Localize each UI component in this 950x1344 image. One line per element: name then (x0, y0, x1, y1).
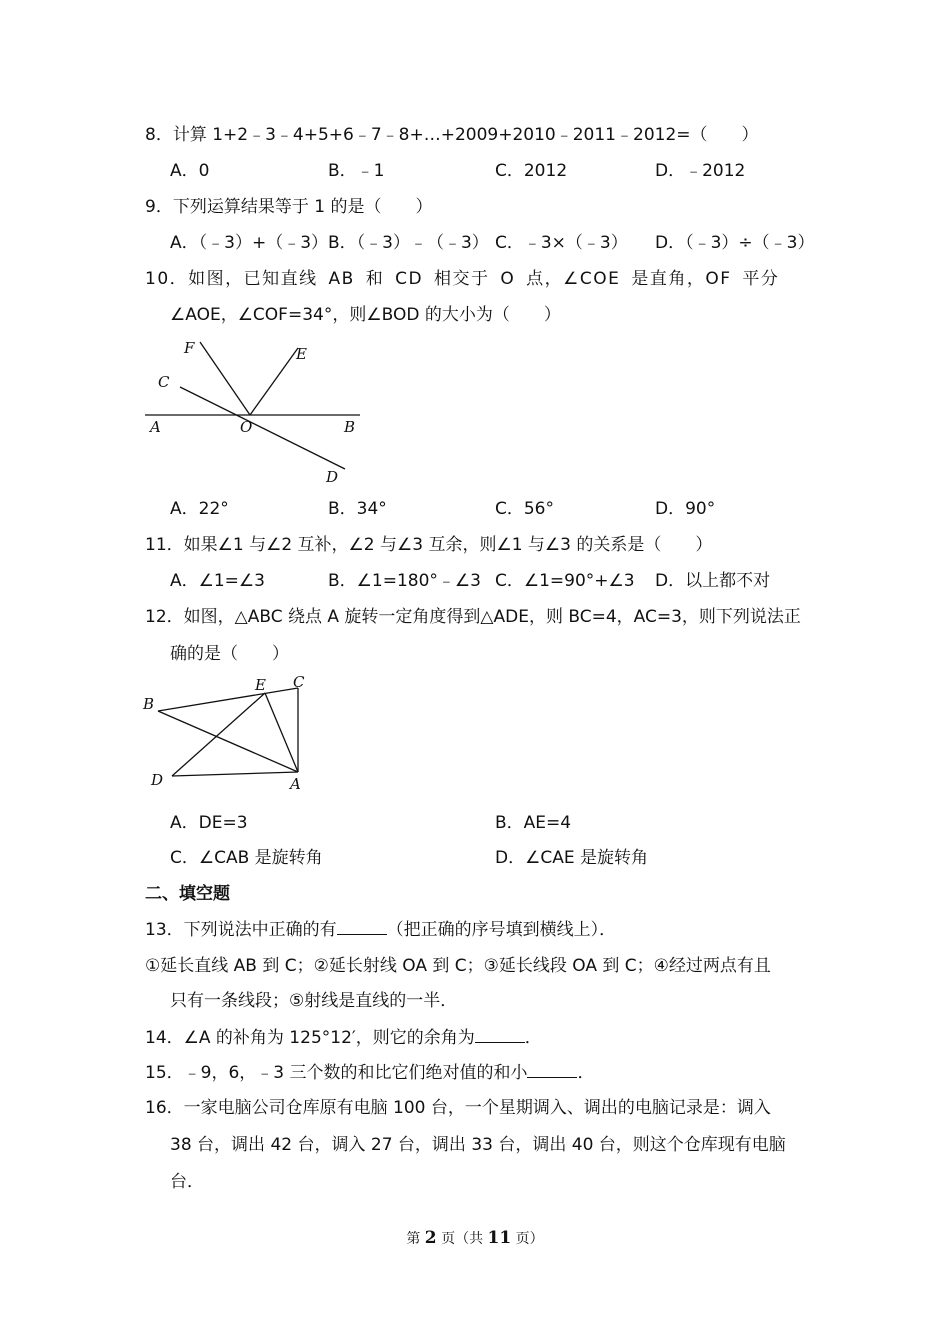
section-fill-in-blank-title: 二、填空题 (145, 884, 230, 904)
page-footer (0, 1228, 950, 1248)
q12-option-a: A．DE=3 (170, 813, 248, 833)
q11-option-c: C．∠1=90°+∠3 (495, 571, 635, 591)
q12-label-d: D (151, 771, 164, 789)
q8-option-a: A．0 (170, 161, 210, 181)
q13-stem-post: （把正确的序号填到横线上）． (386, 920, 617, 940)
q10-option-a: A．22° (170, 499, 229, 519)
q15-answer-blank[interactable] (527, 1061, 577, 1078)
q10-label-c: C (158, 373, 170, 391)
footer-post: 页） (511, 1231, 544, 1247)
q13-stem-line1 (145, 918, 616, 941)
q10-option-b: B．34° (328, 499, 387, 519)
q8-stem: 8．计算 1+2﹣3﹣4+5+6﹣7﹣8+…+2009+2010﹣2011﹣2012=（ ） (145, 125, 759, 145)
q15-stem-post: ． (577, 1063, 595, 1083)
q13-statements-line2: 只有一条线段；⑤射线是直线的一半． (170, 991, 458, 1011)
q10-option-c: C．56° (495, 499, 555, 519)
footer-page-number: 2 (424, 1228, 437, 1248)
q15-stem (145, 1061, 594, 1084)
q15-stem-pre: 15．﹣9，6，﹣3 三个数的和比它们绝对值的和小 (145, 1063, 528, 1083)
q16-stem-line3: 台． (170, 1172, 204, 1192)
q11-option-d: D．以上都不对 (655, 571, 771, 591)
q10-label-o: O (240, 418, 253, 436)
q11-option-b: B．∠1=180°﹣∠3 (328, 571, 481, 591)
q12-option-b: B．AE=4 (495, 813, 572, 833)
q13-answer-blank[interactable] (337, 918, 387, 935)
q14-stem (145, 1026, 542, 1049)
q12-label-b: B (143, 695, 155, 713)
footer-mid: 页（共 (436, 1231, 488, 1247)
q13-statements-line: ①延长直线 AB 到 C；②延长射线 OA 到 C；③延长线段 OA 到 C；④经过两点有且 (145, 956, 771, 976)
q9-option-b: B．（﹣3）﹣（﹣3） (328, 233, 489, 253)
q10-stem-line1: 10．如图，已知直线 AB 和 CD 相交于 O 点，∠COE 是直角，OF 平分 (145, 269, 780, 289)
q10-label-a: A (150, 418, 161, 436)
q14-answer-blank[interactable] (475, 1026, 525, 1043)
q12-label-c: C (293, 673, 305, 691)
q9-option-a: A．（﹣3）+（﹣3） (170, 233, 329, 253)
q9-stem: 9．下列运算结果等于 1 的是（ ） (145, 197, 433, 217)
q10-figure (140, 335, 370, 490)
q13-stem-pre: 13．下列说法中正确的有 (145, 920, 337, 940)
q9-option-d: D．（﹣3）÷（﹣3） (655, 233, 815, 253)
q11-option-a: A．∠1=∠3 (170, 571, 265, 591)
q11-stem: 11．如果∠1 与∠2 互补，∠2 与∠3 互余，则∠1 与∠3 的关系是（ ） (145, 535, 713, 555)
q8-option-c: C．2012 (495, 161, 568, 181)
q10-option-d: D．90° (655, 499, 716, 519)
q12-stem-line1: 12．如图，△ABC 绕点 A 旋转一定角度得到△ADE，则 BC=4，AC=3，则下列说法正 (145, 607, 801, 627)
q12-stem-line2: 确的是（ ） (170, 644, 289, 664)
q16-stem-line1: 16．一家电脑公司仓库原有电脑 100 台，一个星期调入、调出的电脑记录是：调入 (145, 1098, 771, 1118)
q10-label-d: D (326, 468, 339, 486)
q12-label-a: A (290, 775, 301, 793)
q12-option-c: C．∠CAB 是旋转角 (170, 848, 323, 868)
footer-total-pages: 11 (487, 1228, 512, 1248)
q8-option-b: B．﹣1 (328, 161, 385, 181)
q10-stem-line2: ∠AOE，∠COF=34°，则∠BOD 的大小为（ ） (170, 305, 561, 325)
q14-stem-pre: 14．∠A 的补角为 125°12′，则它的余角为 (145, 1028, 475, 1048)
q12-label-e: E (255, 676, 266, 694)
q8-option-d: D．﹣2012 (655, 161, 746, 181)
q14-stem-post: ． (524, 1028, 542, 1048)
q16-stem-line2: 38 台，调出 42 台，调入 27 台，调出 33 台，调出 40 台，则这个仓库现有电脑 (170, 1135, 786, 1155)
q12-option-d: D．∠CAE 是旋转角 (495, 848, 648, 868)
footer-pre: 第 (406, 1231, 425, 1247)
q9-option-c: C．﹣3×（﹣3） (495, 233, 628, 253)
q10-label-e: E (296, 345, 307, 363)
q10-label-f: F (184, 339, 195, 357)
q10-label-b: B (344, 418, 356, 436)
q12-figure (140, 672, 320, 797)
